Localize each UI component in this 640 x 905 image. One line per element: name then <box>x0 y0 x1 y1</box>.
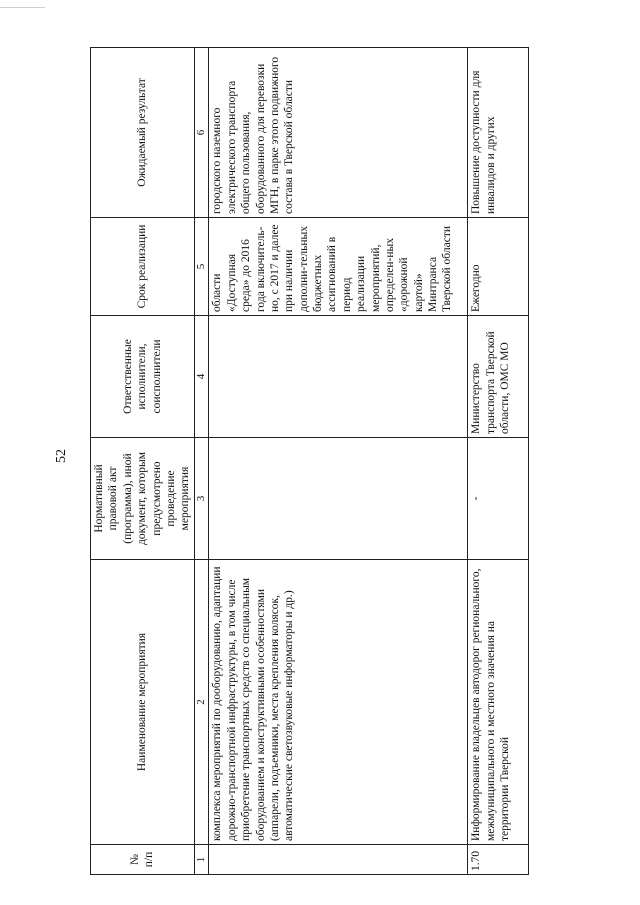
header-name: Наименование мероприятия <box>91 560 195 845</box>
table-row <box>209 48 468 875</box>
col-number: 3 <box>194 438 209 560</box>
table-row <box>468 48 529 875</box>
row-responsible <box>209 316 468 438</box>
rotated-table-container <box>90 48 590 875</box>
col-number: 5 <box>194 218 209 316</box>
header-result: Ожидаемый результат <box>91 48 195 218</box>
header-num: № п/п <box>91 845 195 875</box>
row-act <box>209 438 468 560</box>
scan-edge-mark <box>0 7 45 8</box>
col-number: 6 <box>194 48 209 218</box>
page-number: 52 <box>54 449 69 463</box>
row-result: городского наземного электрического транспорта общего пользования, оборудованного для перевозки МГН, в парке этого подвижного состава в Тверской области <box>209 48 468 218</box>
col-number: 1 <box>194 845 209 875</box>
row-responsible: Министерство транспорта Тверской области, ОМС МО <box>468 316 529 438</box>
row-term: Ежегодно <box>468 218 529 316</box>
column-number-row <box>194 48 209 875</box>
measures-table <box>90 47 529 875</box>
row-name: комплекса мероприятий по дооборудованию, адаптации дорожно-транспортной инфраструктуры, в том числе приобретение транспортных средств со специальным оборудованием и конструктивными особенностями (аппарели, подъемники, места крепления колясок, автоматические светозвуковые информаторы и др.) <box>209 560 468 845</box>
row-act: - <box>468 438 529 560</box>
col-number: 4 <box>194 316 209 438</box>
row-num <box>209 845 468 875</box>
table-header-row <box>91 48 195 875</box>
row-term: области «Доступная среда» до 2016 года включитель-но, с 2017 и далее при наличии дополни-тельных бюджетных ассигнований в период реализации мероприятий, определен-ных «дорожной картой» Минтранса Тверской области <box>209 218 468 316</box>
header-responsible: Ответственные исполнители, соисполнители <box>91 316 195 438</box>
row-num: 1.70 <box>468 845 529 875</box>
row-result: Повышение доступности для инвалидов и других <box>468 48 529 218</box>
header-act: Нормативный правовой акт (программа), иной документ, которым предусмотрено проведение мероприятия <box>91 438 195 560</box>
col-number: 2 <box>194 560 209 845</box>
row-name: Информирование владельцев автодорог регионального, межмуниципального и местного значения на территории Тверской <box>468 560 529 845</box>
header-term: Срок реализации <box>91 218 195 316</box>
